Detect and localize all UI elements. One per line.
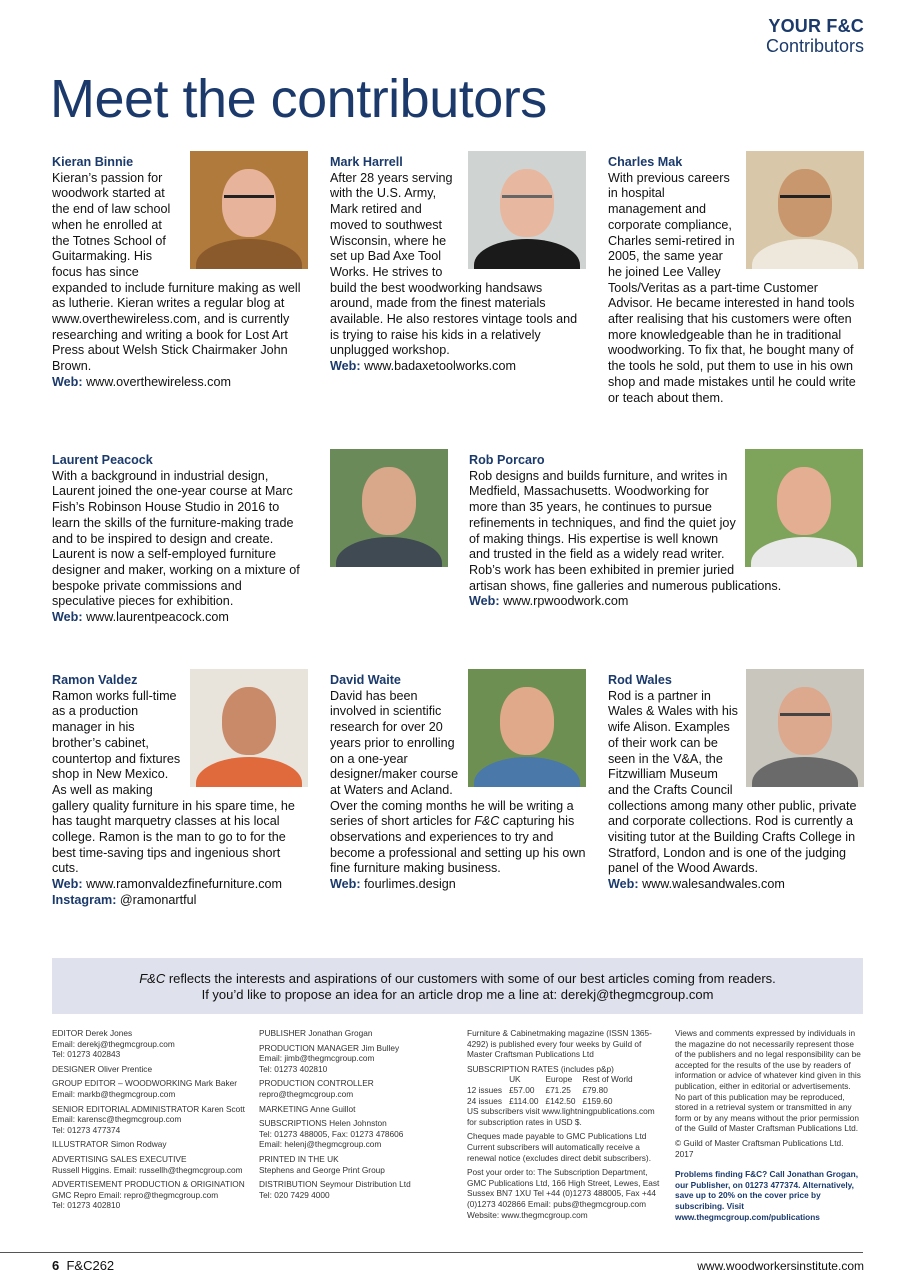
contributor-bio: With previous careers in hospital management and corporate compliance, Charles semi-retired in 2005, the same year he joined Lee Valley Tools/Veritas as a part-time Customer Advisor. He became interested in hand tools after realising that his customers were often more knowledgeable than he in traditional woodworking. To fix that, he bought many of the tools he sold, put them to use in his own shop and made mistakes until he could write or teach about them. <box>608 170 856 405</box>
staff-contact: Tel: 01273 402810 <box>259 1063 328 1074</box>
copyright-notice: © Guild of Master Craftsman Publications Ltd. 2017 <box>675 1137 844 1159</box>
contributor-photo <box>190 669 308 787</box>
staff-entry <box>52 1104 252 1136</box>
contributor-web: Web: fourlimes.design <box>330 877 456 892</box>
staff-contact: Email: markb@thegmcgroup.com <box>52 1088 176 1099</box>
staff-name: Derek Jones <box>85 1028 133 1038</box>
staff-contact: Email: helenj@thegmcgroup.com <box>259 1139 382 1150</box>
staff-entry <box>259 1118 459 1150</box>
section-label: YOUR F&C <box>768 16 864 36</box>
staff-name: Simon Rodway <box>110 1139 167 1150</box>
contributor-bio: Rob designs and builds furniture, and writes in Medfield, Massachusetts. Woodworking for more than 35 years, he continues to pursue refinements in techniques, and find the quiet joy of making things. His expertise is well known and trusted in the field as a widely read writer. Rob’s work has been exhibited in premier juried artisan shows, fine galleries and numerous publications. <box>469 468 782 593</box>
contributor-name: Laurent Peacock <box>52 453 153 467</box>
publisher-website: Website: www.thegmcgroup.com <box>467 1209 588 1220</box>
staff-entry <box>52 1078 252 1099</box>
staff-entry <box>52 1179 252 1211</box>
us-subscribers-note: US subscribers visit www.lightningpublications.com for subscription rates in USD $. <box>467 1106 655 1127</box>
staff-role: MARKETING <box>259 1103 309 1114</box>
contributor-card <box>608 673 864 893</box>
contributor-photo <box>468 151 586 269</box>
staff-contact: Tel: 020 7429 4000 <box>259 1189 330 1200</box>
subscription-promo: Problems finding F&C? Call Jonathan Grogan, our Publisher, on 01273 477374. Alternatively, save up to 20% on the cover price by subscribing. Visit www.thegmcgroup.com/publications <box>675 1169 859 1222</box>
web-link[interactable]: www.overthewireless.com <box>86 374 231 389</box>
staff-role: SUBSCRIPTIONS <box>259 1118 327 1129</box>
staff-contact: Email: karensc@thegmcgroup.com <box>52 1114 182 1125</box>
contributor-web: Web: www.walesandwales.com <box>608 877 785 892</box>
page-title: Meet the contributors <box>50 69 547 129</box>
staff-role: PRINTED IN THE UK <box>259 1153 339 1164</box>
contributor-web: Web: www.overthewireless.com <box>52 374 231 389</box>
contributor-name: Charles Mak <box>608 155 683 169</box>
staff-role: ILLUSTRATOR <box>52 1139 109 1150</box>
staff-contact: Stephens and George Print Group <box>259 1164 385 1175</box>
contributor-card <box>608 155 864 406</box>
contributor-bio: Kieran’s passion for woodwork started at the end of law school when he enrolled at the Totnes School of Guitarmaking. His focus has since expanded to include furniture making as well as lutherie. Kieran writes a regular blog at www.overthewireless.com, and is currently researching and writing a book for Lost Art Press about Welsh Stick Chairmaker John Brown. <box>52 170 301 374</box>
staff-contact: Email: derekj@thegmcgroup.com <box>52 1038 175 1049</box>
staff-role: SENIOR EDITORIAL ADMINISTRATOR <box>52 1103 200 1114</box>
staff-name: Jim Bulley <box>361 1042 400 1053</box>
instagram-link[interactable]: @ramonartful <box>119 892 197 907</box>
contributor-card <box>52 453 308 626</box>
contributor-bio: With a background in industrial design, Laurent joined the one-year course at Marc Fish’s Robinson House Studio in 2016 to learn the skills of the furniture-making trade and to be inspired to design and create. Laurent is now a self-employed furniture designer and maker, working on a mixture of bespoke private commissions and speculative pieces for exhibition. <box>52 468 300 609</box>
staff-role: EDITOR <box>52 1028 84 1038</box>
disclaimer-text: Views and comments expressed by individuals in the magazine do not necessarily represent those of the publishers and no legal responsibility can be accepted for the results of the use by readers of information or advice of whatever kind given in this publication, either in editorial or advertisements. No part of this publication may be reproduced, stored in a retrieval system or transmitted in any form or by any means without the prior permission of the Guild of Master Craftsman Publications Ltd. <box>675 1028 861 1134</box>
subsection-label: Contributors <box>765 36 864 56</box>
staff-name: Mark Baker <box>194 1078 238 1089</box>
contributor-web: Web: www.badaxetoolworks.com <box>330 359 516 374</box>
subscription-rates-title: SUBSCRIPTION RATES (includes p&p) <box>467 1063 614 1074</box>
staff-name: Seymour Distribution Ltd <box>319 1179 411 1190</box>
reader-callout: F&C reflects the interests and aspirations of our customers with some of our best articles coming from readers. If you’d like to propose an idea for an article drop me a line at: derekj@thegmcgroup.com <box>52 958 863 1014</box>
contributor-card <box>52 155 308 391</box>
contributor-bio: Rod is a partner in Wales & Wales with his wife Alison. Examples of their work can be seen in the V&A, the Fitzwilliam Museum and the Crafts Council collections among many other public, private and corporate collections. Rod is currently a visiting tutor at the Building Crafts College in Stratford, London and is one of the judging panel of the Wood Awards. <box>608 688 857 876</box>
web-link[interactable]: www.laurentpeacock.com <box>86 610 229 625</box>
contributor-name: David Waite <box>330 673 401 687</box>
renewal-note: Current subscribers will automatically receive a renewal notice (excludes direct debit subscribers). <box>467 1141 651 1163</box>
contributor-photo <box>190 151 308 269</box>
staff-entry <box>52 1139 252 1150</box>
staff-entry <box>52 1154 252 1175</box>
staff-role: PRODUCTION CONTROLLER <box>259 1078 374 1089</box>
contributor-card <box>330 673 586 893</box>
contributor-instagram: Instagram: @ramonartful <box>52 892 197 907</box>
contributor-web: Web: www.laurentpeacock.com <box>52 610 229 625</box>
staff-role: PRODUCTION MANAGER <box>259 1042 360 1053</box>
staff-contact: Russell Higgins. Email: russellh@thegmcgroup.com <box>52 1164 243 1175</box>
staff-entry <box>259 1028 459 1039</box>
staff-entry <box>259 1043 459 1075</box>
contributor-photo <box>745 449 863 567</box>
contributor-photo <box>330 449 448 567</box>
web-link[interactable]: www.walesandwales.com <box>642 877 785 892</box>
web-link[interactable]: www.rpwoodwork.com <box>503 594 629 609</box>
contributor-name: Kieran Binnie <box>52 155 134 169</box>
staff-entry <box>259 1104 459 1115</box>
subscription-rates-table: UK Europe Rest of World 12 issues £57.00 £71.25 £79.80 24 issues £114.00 £142.50 £159.60 <box>467 1074 633 1106</box>
cheques-note: Cheques made payable to GMC Publications Ltd <box>467 1131 647 1142</box>
contributor-name: Ramon Valdez <box>52 673 138 687</box>
staff-contact: GMC Repro Email: repro@thegmcgroup.com <box>52 1189 219 1200</box>
web-link[interactable]: www.badaxetoolworks.com <box>364 359 516 374</box>
issue-number: F&C262 <box>66 1258 115 1273</box>
staff-name: Helen Johnston <box>329 1118 387 1129</box>
contributor-photo <box>746 669 864 787</box>
staff-contact: Tel: 01273 477374 <box>52 1124 121 1135</box>
postal-address: Post your order to: The Subscription Department, GMC Publications Ltd, 166 High Street, Lewes, East Sussex BN7 1XU Tel +44 (0)1273 488005, Fax +44 (0)1273 402866 Email: pubs@thegmcgroup.com <box>467 1167 660 1209</box>
contributor-photo <box>746 151 864 269</box>
publication-info: Furniture & Cabinetmaking magazine (ISSN 1365-4292) is published every four weeks by Guild of Master Craftsman Publications Ltd <box>467 1028 652 1060</box>
staff-name: Anne Guillot <box>310 1103 356 1114</box>
contributor-bio: After 28 years serving with the U.S. Army, Mark retired and moved to southwest Wisconsin, where he set up Bad Axe Tool Works. He strives to build the best woodworking handsaws around, made from the finest materials available. He also restores vintage tools and is trying to raise his kids in a relatively unplugged workshop. <box>330 170 578 358</box>
staff-role: GROUP EDITOR – WOODWORKING <box>52 1078 193 1089</box>
contributor-name: Rod Wales <box>608 673 672 687</box>
staff-entry <box>52 1028 252 1060</box>
staff-role: ADVERTISEMENT PRODUCTION & ORIGINATION <box>52 1179 245 1190</box>
staff-contact: Email: jimb@thegmcgroup.com <box>259 1053 375 1064</box>
imprint-staff-column-1 <box>52 1028 252 1215</box>
staff-entry <box>259 1179 459 1200</box>
staff-entry <box>259 1154 459 1175</box>
imprint-legal <box>675 1028 863 1222</box>
staff-role: DISTRIBUTION <box>259 1179 318 1190</box>
staff-entry <box>52 1064 252 1075</box>
contributor-photo <box>468 669 586 787</box>
contributor-card <box>469 453 863 610</box>
contributor-bio: Ramon works full-time as a production manager in his brother’s cabinet, countertop and fixtures shop in New Mexico. As well as making gallery quality furniture in his spare time, he has taught marquetry classes at his local college. Ramon is the man to go to for the best time-saving tips and ingenious short cuts. <box>52 688 295 876</box>
staff-role: PUBLISHER <box>259 1028 307 1038</box>
footer-divider <box>0 1252 863 1253</box>
contributor-card <box>52 673 308 909</box>
contributor-name: Rob Porcaro <box>469 453 545 467</box>
contributor-bio: David has been involved in scientific research for over 20 years prior to enrolling on a one-year designer/maker course at Waters and Acland. Over the coming months he will be writing a series of short articles for F&C capturing his observations and experiences to try and become a professional and setting up his own fine furniture making business. <box>330 688 586 876</box>
staff-entry <box>259 1078 459 1099</box>
contributor-name: Mark Harrell <box>330 155 403 169</box>
contributor-card <box>330 155 586 375</box>
web-link[interactable]: fourlimes.design <box>364 877 456 892</box>
staff-contact: Tel: 01273 402843 <box>52 1049 121 1060</box>
staff-contact: Tel: 01273 488005, Fax: 01273 478606 <box>259 1128 404 1139</box>
staff-name: Jonathan Grogan <box>308 1028 373 1038</box>
staff-name: Karen Scott <box>201 1103 245 1114</box>
imprint-staff-column-2 <box>259 1028 459 1204</box>
contributor-web: Web: www.ramonvaldezfinefurniture.com <box>52 877 283 892</box>
section-header <box>766 17 864 55</box>
staff-contact: repro@thegmcgroup.com <box>259 1088 354 1099</box>
staff-contact: Tel: 01273 402810 <box>52 1200 121 1211</box>
imprint-subscriptions <box>467 1028 662 1220</box>
staff-role: ADVERTISING SALES EXECUTIVE <box>52 1153 187 1164</box>
web-link[interactable]: www.ramonvaldezfinefurniture.com <box>86 877 283 892</box>
staff-role: DESIGNER <box>52 1063 96 1074</box>
page-folio <box>52 1258 114 1273</box>
page-number: 6 <box>52 1258 60 1273</box>
contributor-web: Web: www.rpwoodwork.com <box>469 594 629 609</box>
footer-website-link[interactable]: www.woodworkersinstitute.com <box>697 1259 864 1273</box>
staff-name: Oliver Prentice <box>97 1063 153 1074</box>
